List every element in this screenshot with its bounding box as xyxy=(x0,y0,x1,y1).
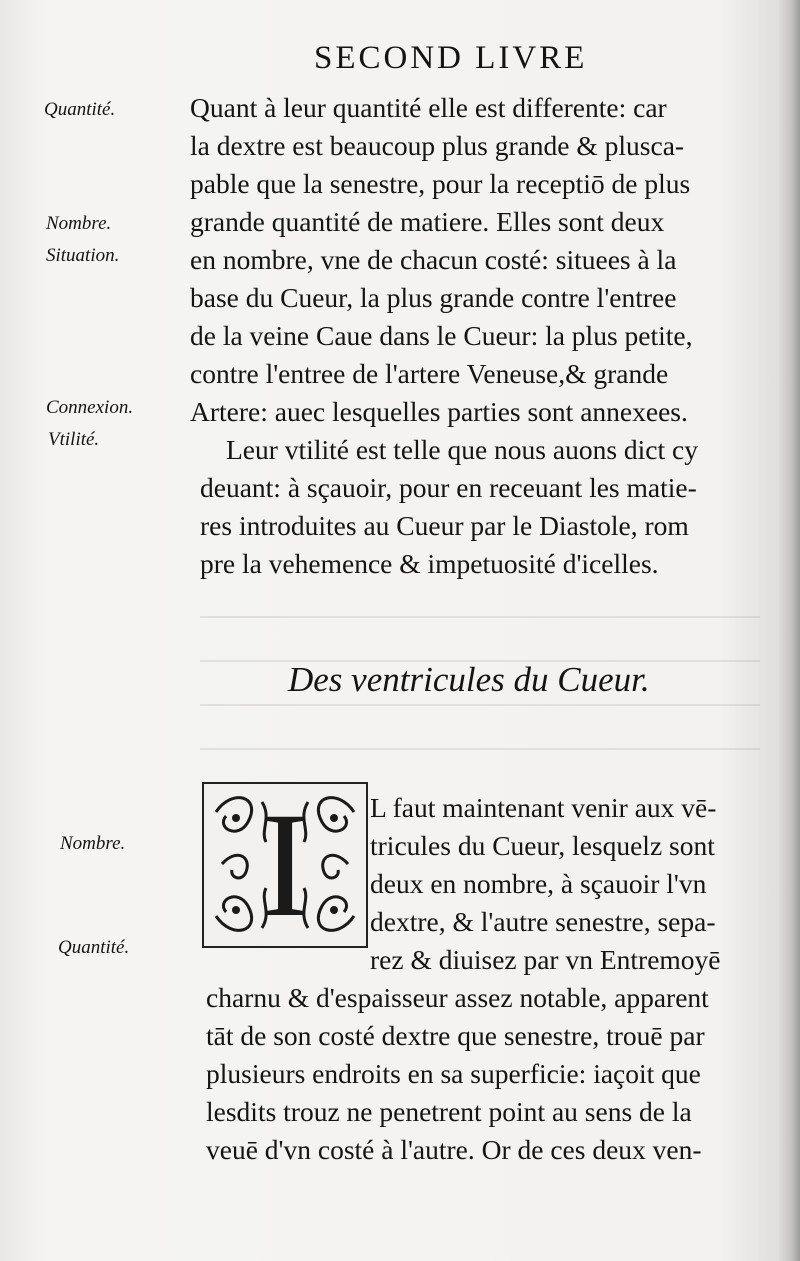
initial-letter-glyph: I xyxy=(260,782,310,948)
margin-note-connexion: Connexion. xyxy=(46,397,134,418)
margin-note-quantite-2: Quantité. xyxy=(58,937,130,958)
text-line: en nombre, vne de chacun costé: situees à la xyxy=(190,244,677,275)
decorated-initial-letter xyxy=(202,782,368,948)
text-line: de la veine Caue dans le Cueur: la plus petite, xyxy=(190,320,693,351)
text-line: lesdits trouz ne penetrent point au sens de la xyxy=(206,1096,692,1127)
text-line: charnu & d'espaisseur assez notable, apparent xyxy=(206,982,709,1013)
margin-note-vtilite: Vtilité. xyxy=(48,429,100,450)
text-line: contre l'entree de l'artere Veneuse,& grande xyxy=(190,358,669,389)
text-line: la dextre est beaucoup plus grande & plusca- xyxy=(190,130,685,161)
text-line: base du Cueur, la plus grande contre l'entree xyxy=(190,282,677,313)
text-line: Artere: auec lesquelles parties sont annexees. xyxy=(190,396,688,427)
text-line: rez & diuisez par vn Entremoyē xyxy=(370,944,721,975)
text-line: plusieurs endroits en sa superficie: iaçoit que xyxy=(206,1058,701,1089)
text-line: res introduites au Cueur par le Diastole, rom xyxy=(200,510,689,541)
text-line: Quant à leur quantité elle est differente: car xyxy=(190,92,667,123)
text-line: deuant: à sçauoir, pour en receuant les matie- xyxy=(200,472,697,503)
margin-note-nombre: Nombre. xyxy=(46,213,112,234)
text-line: pable que la senestre, pour la receptiō de plus xyxy=(190,168,691,199)
margin-note-quantite: Quantité. xyxy=(44,99,116,120)
text-line: pre la vehemence & impetuosité d'icelles. xyxy=(200,548,659,579)
running-head: SECOND LIVRE xyxy=(314,40,588,76)
text-line: deux en nombre, à sçauoir l'vn xyxy=(370,868,707,899)
section-title: Des ventricules du Cueur. xyxy=(288,660,650,699)
text-line: Leur vtilité est telle que nous auons dict cy xyxy=(226,434,698,465)
text-line: dextre, & l'autre senestre, sepa- xyxy=(370,906,716,937)
margin-note-situation: Situation. xyxy=(46,245,120,266)
page-edge-shadow xyxy=(778,0,800,1261)
text-line: tāt de son costé dextre que senestre, trouē par xyxy=(206,1020,705,1051)
text-line: veuē d'vn costé à l'autre. Or de ces deux ven- xyxy=(206,1134,702,1165)
margin-note-nombre-2: Nombre. xyxy=(60,833,126,854)
text-line: L faut maintenant venir aux vē- xyxy=(370,792,717,823)
text-line: tricules du Cueur, lesquelz sont xyxy=(370,830,715,861)
text-line: grande quantité de matiere. Elles sont deux xyxy=(190,206,665,237)
